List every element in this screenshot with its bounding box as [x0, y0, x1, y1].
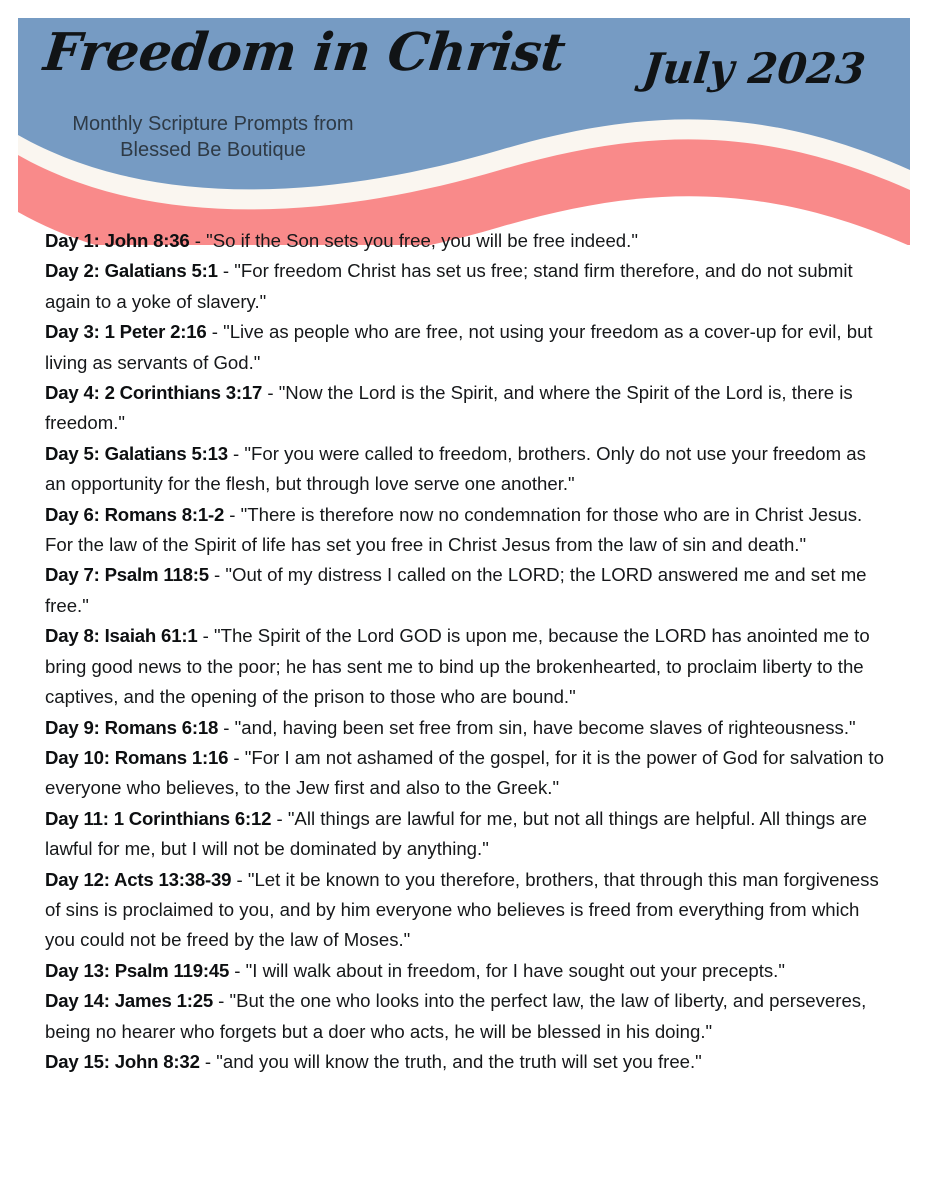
reference-separator: -	[217, 260, 235, 282]
scripture-entry	[45, 560, 888, 621]
scripture-verse-text: "Out of my distress I called on the LORD; the LORD answered me and set me free."	[45, 564, 867, 616]
scripture-entry	[45, 439, 888, 500]
scripture-reference: Day 9: Romans 6:18	[45, 716, 219, 738]
scripture-verse-text: "Now the Lord is the Spirit, and where the Spirit of the Lord is, there is freedom."	[45, 382, 853, 434]
reference-separator: -	[189, 230, 207, 251]
scripture-verse-text: "For I am not ashamed of the gospel, for it is the power of God for salvation to everyone who believes, to the Jew first and also to the Greek."	[45, 746, 884, 799]
scripture-verse-text: "All things are lawful for me, but not all things are helpful. All things are lawful for me, but I will not be dominated by anything."	[45, 807, 867, 860]
scripture-verse-text: "I will walk about in freedom, for I have sought out your precepts."	[245, 959, 785, 981]
reference-separator: -	[229, 959, 246, 981]
subtitle-line-2: Blessed Be Boutique	[120, 138, 306, 161]
scripture-verse-text: "and you will know the truth, and the truth will set you free."	[216, 1050, 702, 1072]
scripture-reference: Day 13: Psalm 119:45	[45, 959, 230, 981]
scripture-reference: Day 11: 1 Corinthians 6:12	[45, 807, 272, 829]
scripture-verse-text: "and, having been set free from sin, have become slaves of righteousness."	[234, 716, 856, 738]
scripture-entry	[45, 1047, 888, 1077]
reference-separator: -	[227, 442, 245, 464]
scripture-entry	[45, 956, 888, 986]
scripture-verse-text: "Live as people who are free, not using your freedom as a cover-up for evil, but living as servants of God."	[45, 321, 873, 373]
scripture-entry	[45, 804, 888, 865]
page-title: Freedom in Christ	[40, 22, 568, 83]
scripture-entry	[45, 865, 888, 956]
scripture-reference: Day 6: Romans 8:1-2	[45, 503, 225, 525]
reference-separator: -	[228, 746, 245, 768]
scripture-entry	[45, 500, 888, 561]
scripture-verse-text: "For freedom Christ has set us free; stand firm therefore, and do not submit again to a yoke of slavery."	[45, 260, 853, 312]
scripture-verse-text: "Let it be known to you therefore, brothers, that through this man forgiveness of sins is proclaimed to you, and by him everyone who believes is freed from everything from which you could not be freed by the law of Moses."	[45, 868, 879, 951]
reference-separator: -	[262, 382, 279, 404]
scripture-verse-text: "So if the Son sets you free, you will be free indeed."	[206, 230, 638, 251]
scripture-entry	[45, 986, 888, 1047]
scripture-reference: Day 3: 1 Peter 2:16	[45, 321, 207, 343]
scripture-reference: Day 1: John 8:36	[45, 230, 190, 251]
reference-separator: -	[224, 503, 241, 525]
scripture-reference: Day 14: James 1:25	[45, 990, 213, 1012]
scripture-reference: Day 5: Galatians 5:13	[45, 442, 228, 464]
reference-separator: -	[208, 564, 226, 586]
scripture-verse-text: "But the one who looks into the perfect law, the law of liberty, and perseveres, being no hearer who forgets but a doer who acts, he will be blessed in his doing."	[45, 990, 867, 1042]
reference-separator: -	[213, 990, 230, 1012]
reference-separator: -	[206, 321, 224, 343]
scripture-entry	[45, 256, 888, 317]
scripture-verse-text: "For you were called to freedom, brothers. Only do not use your freedom as an opportunity for the flesh, but through love serve one another."	[45, 442, 866, 495]
reference-separator: -	[199, 1050, 217, 1072]
reference-separator: -	[218, 716, 235, 738]
reference-separator: -	[197, 625, 214, 647]
scripture-reference: Day 2: Galatians 5:1	[45, 260, 218, 282]
scripture-reference: Day 10: Romans 1:16	[45, 746, 229, 768]
scripture-entry	[45, 317, 888, 378]
scripture-verse-text: "The Spirit of the Lord GOD is upon me, because the LORD has anointed me to bring good news to the poor; he has sent me to bind up the brokenhearted, to proclaim liberty to the captives, and the opening of the prison to those who are bound."	[45, 625, 870, 708]
scripture-reference: Day 8: Isaiah 61:1	[45, 625, 198, 647]
reference-separator: -	[231, 868, 248, 890]
scripture-entry	[45, 713, 888, 743]
scripture-entry	[45, 743, 888, 804]
reference-separator: -	[271, 807, 288, 829]
scripture-list	[45, 226, 888, 1077]
subtitle-line-1: Monthly Scripture Prompts from	[72, 113, 354, 135]
scripture-reference: Day 15: John 8:32	[45, 1050, 200, 1072]
scripture-reference: Day 12: Acts 13:38-39	[45, 868, 232, 890]
issue-date: July 2023	[640, 44, 868, 93]
scripture-verse-text: "There is therefore now no condemnation for those who are in Christ Jesus. For the law of the Spirit of life has set you free in Christ Jesus from the law of sin and death."	[45, 503, 863, 556]
scripture-entry	[45, 378, 888, 439]
header-banner	[0, 0, 927, 245]
scripture-reference: Day 7: Psalm 118:5	[45, 564, 209, 586]
scripture-entry	[45, 226, 888, 256]
scripture-entry	[45, 621, 888, 712]
scripture-reference: Day 4: 2 Corinthians 3:17	[45, 382, 263, 404]
